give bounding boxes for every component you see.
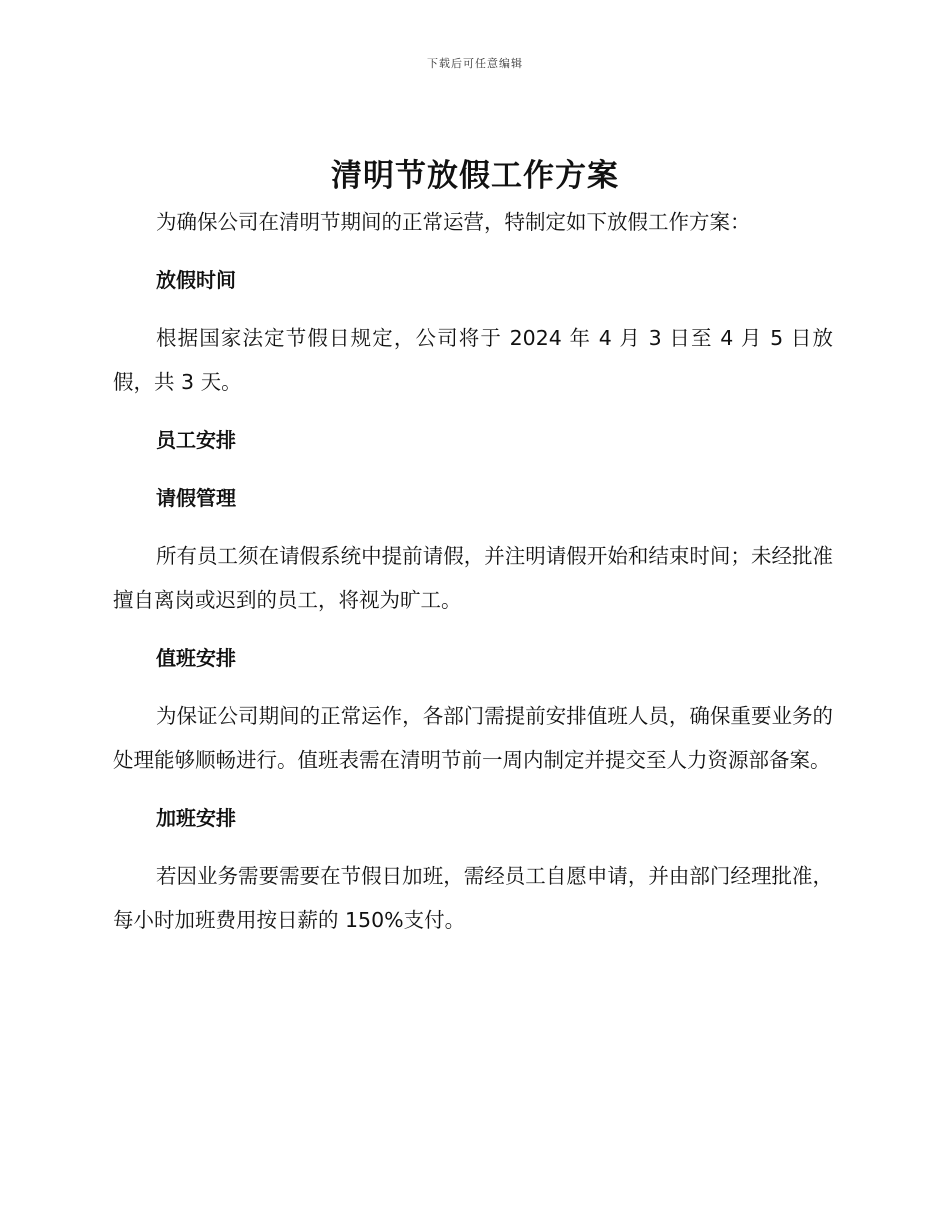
section-heading-holiday-time: 放假时间 <box>156 268 236 292</box>
section-heading-overtime-arrangement: 加班安排 <box>156 806 236 830</box>
section-heading-leave-management: 请假管理 <box>156 486 236 510</box>
paragraph-duty-arrangement: 为保证公司期间的正常运作，各部门需提前安排值班人员，确保重要业务的处理能够顺畅进行。值班表需在清明节前一周内制定并提交至人力资源部备案。 <box>113 704 833 772</box>
paragraph-leave-management: 所有员工须在请假系统中提前请假，并注明请假开始和结束时间；未经批准擅自离岗或迟到的员工，将视为旷工。 <box>113 544 833 612</box>
section-heading-duty-arrangement: 值班安排 <box>156 646 236 670</box>
paragraph-holiday-time: 根据国家法定节假日规定，公司将于 2024 年 4 月 3 日至 4 月 5 日放假，共 3 天。 <box>113 326 833 394</box>
page-title: 清明节放假工作方案 <box>331 158 619 194</box>
intro-paragraph: 为确保公司在清明节期间的正常运营，特制定如下放假工作方案： <box>156 210 751 234</box>
document-body <box>113 200 833 942</box>
section-heading-staff-arrangement: 员工安排 <box>156 428 236 452</box>
header-note: 下载后可任意编辑 <box>427 57 523 70</box>
paragraph-overtime-arrangement: 若因业务需要需要在节假日加班，需经员工自愿申请，并由部门经理批准，每小时加班费用按日薪的 150%支付。 <box>113 864 833 932</box>
